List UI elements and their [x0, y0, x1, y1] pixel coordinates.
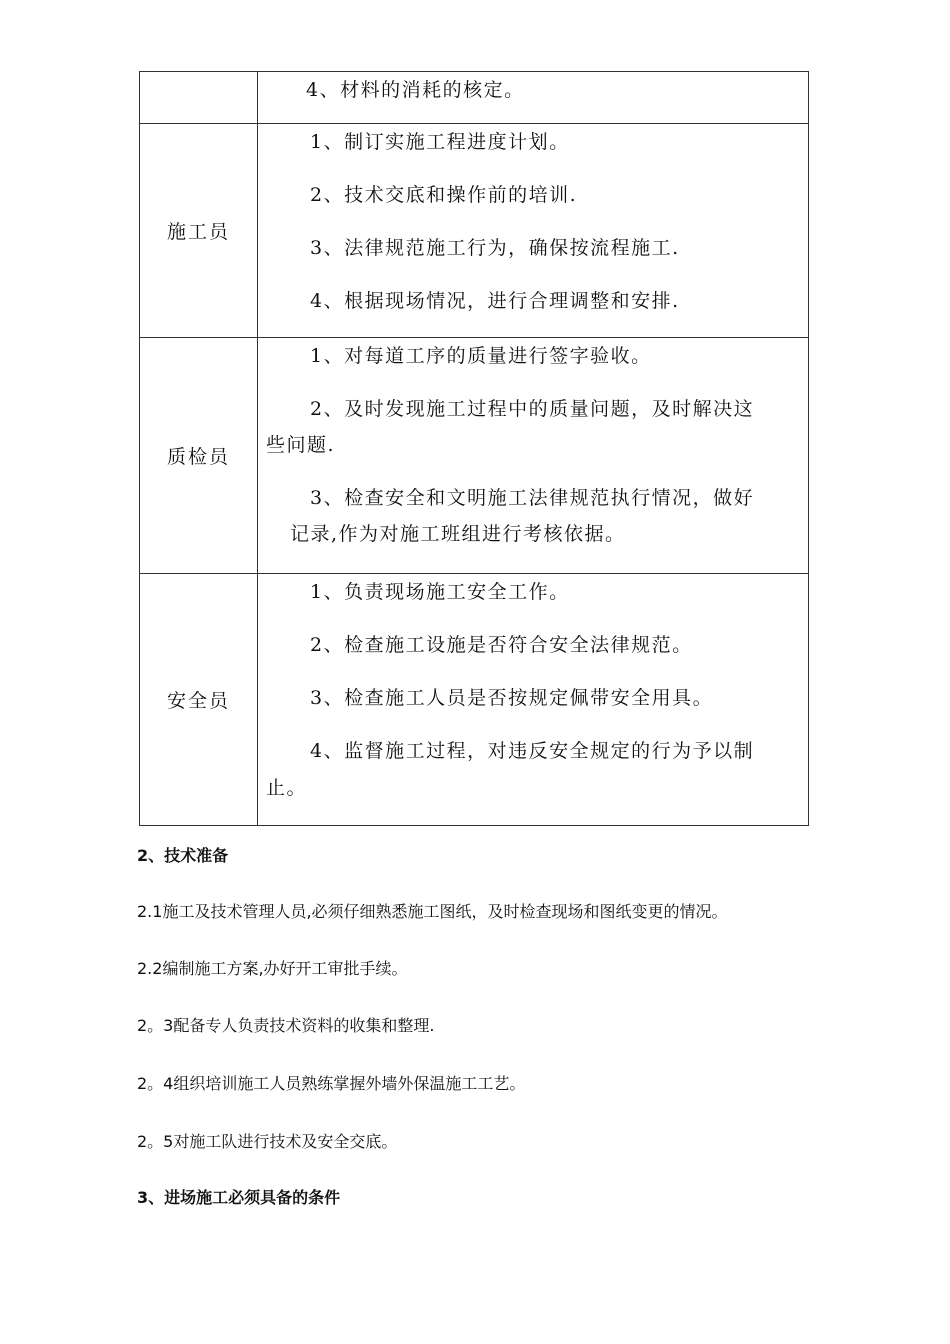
table-row [140, 574, 809, 826]
duty-cell [258, 338, 809, 574]
duty-item: 2、检查施工设施是否符合安全法律规范。 [310, 634, 693, 656]
duty-item: 记录,作为对施工班组进行考核依据。 [290, 523, 626, 545]
duty-item: 2、及时发现施工过程中的质量问题，及时解决这 [310, 398, 755, 420]
table-row [140, 72, 809, 124]
duty-item: 止。 [266, 777, 308, 799]
tech-item: 2。4组织培训施工人员熟练掌握外墙外保温施工工艺。 [137, 1074, 526, 1093]
duty-table [139, 71, 809, 826]
tech-item: 2。3配备专人负责技术资料的收集和整理. [137, 1016, 435, 1035]
role-cell [140, 72, 258, 124]
duty-item: 些问题. [266, 434, 336, 456]
role-cell: 安全员 [140, 574, 258, 826]
section-heading: 2、技术准备 [137, 846, 229, 865]
tech-item: 2.2编制施工方案,办好开工审批手续。 [137, 959, 408, 978]
table-row [140, 338, 809, 574]
tech-item: 2.1施工及技术管理人员,必须仔细熟悉施工图纸，及时检查现场和图纸变更的情况。 [137, 902, 728, 921]
duty-item: 4、监督施工过程，对违反安全规定的行为予以制 [310, 740, 755, 762]
duty-item: 1、制订实施工程进度计划。 [310, 131, 570, 153]
duty-item: 2、技术交底和操作前的培训. [310, 184, 578, 206]
duty-item: 4、根据现场情况，进行合理调整和安排. [310, 290, 680, 312]
tech-item: 2。5对施工队进行技术及安全交底。 [137, 1132, 398, 1151]
table-row [140, 124, 809, 338]
duty-cell [258, 72, 809, 124]
duty-item: 3、法律规范施工行为，确保按流程施工. [310, 237, 680, 259]
duty-item: 4、材料的消耗的核定。 [306, 79, 525, 101]
role-cell: 质检员 [140, 338, 258, 574]
duty-item: 1、对每道工序的质量进行签字验收。 [310, 345, 652, 367]
duty-item: 3、检查安全和文明施工法律规范执行情况，做好 [310, 487, 755, 509]
section-heading: 3、进场施工必须具备的条件 [137, 1188, 341, 1207]
duty-cell [258, 124, 809, 338]
role-cell: 施工员 [140, 124, 258, 338]
duty-item: 3、检查施工人员是否按规定佩带安全用具。 [310, 687, 714, 709]
duty-cell [258, 574, 809, 826]
duty-item: 1、负责现场施工安全工作。 [310, 581, 570, 603]
